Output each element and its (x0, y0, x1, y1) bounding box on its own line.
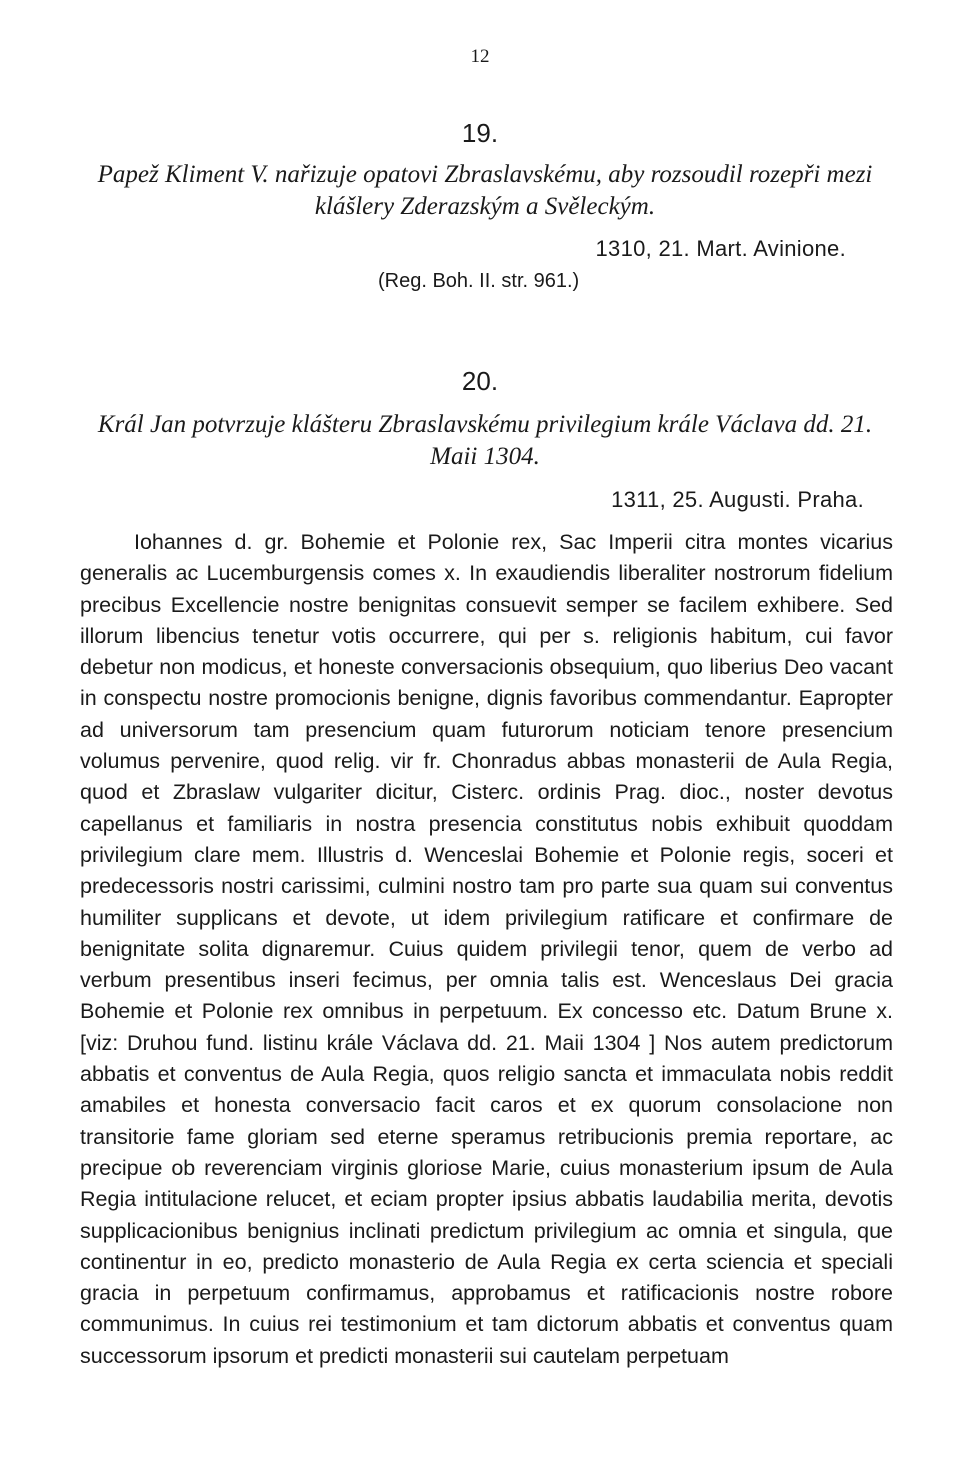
document-body-text (80, 527, 893, 1372)
body-paragraph: Iohannes d. gr. Bohemie et Polonie rex, Sac Imperii citra montes vicarius generalis ac Lucemburgensis comes x. In exaudiendis liberaliter nostrorum fidelium precibus Excellencie nostre benignitas consuevit semper se facilem exhibere. Sed illorum libencius tenetur votis occurrere, qui per s. religionis habitum, cui favor debetur non modicus, et honeste conversacionis obsequium, quo liberius Deo vacant in conspectu nostre promocionis benigne, dignis favoribus commendantur. Eapropter ad universorum tam presencium quam futurorum noticiam tenore presencium volumus pervenire, quod relig. vir fr. Chonradus abbas monasterii de Aula Regia, quod et Zbraslaw vulgariter dicitur, Cisterc. ordinis Prag. dioc., noster devotus capellanus et familiaris in nostra presencia constitutus nobis exhibuit quoddam privilegium clare mem. Illustris d. Wenceslai Bohemie et Polonie regis, soceri et predecessoris nostri carissimi, culmini nostro tam pro parte sua quam sui conventus humiliter supplicans et devote, ut idem privilegium ratificare et confirmare de benignitate solita dignaremur. Cuius quidem privilegii tenor, quem de verbo ad verbum presentibus inseri fecimus, per omnia talis est. Wenceslaus Dei gracia Bohemie et Polonie rex omnibus in perpetuum. Ex concesso etc. Datum Brune x. [viz: Druhou fund. listinu krále Václava dd. 21. Maii 1304 ] Nos autem predictorum abbatis et conventus de Aula Regia, quos religio sancta et immaculata nobis reddit amabiles et honesta conversacio facit caros et ex quorum consolacione non transitorie fame gloriam sed eterne speramus retribucionis premia reportare, ac precipue ob reverenciam virginis gloriose Marie, cuius monasterium ipsum de Aula Regia intitulacione relucet, et eciam propter ipsius abbatis laudabilia merita, devotis supplicacionibus benignius inclinati predictum privilegium ac omnia et singula, que continentur in eo, predicto monasterio de Aula Regia ex certa sciencia et speciali gracia in perpetuum confirmamus, approbamus et ratificacionis nostre robore communimus. In cuius rei testimonium et tam dictorum abbatis et conventus quam successorum ipsorum et predicti monasterii sui cautelam perpetuam (80, 530, 893, 1368)
document-regest: Papež Kliment V. nařizuje opatovi Zbraslavskému, aby rozsoudil rozepři mezi klášlery Zderazským a Svěleckým. (97, 161, 873, 220)
document-date: 1311, 25. Augusti. Praha. (611, 487, 864, 512)
document-source: (Reg. Boh. II. str. 961.) (378, 270, 580, 292)
document-number: 19. (461, 118, 499, 148)
document-number: 20. (461, 366, 499, 396)
document-date: 1310, 21. Mart. Avinione. (595, 236, 846, 261)
page-number: 12 (470, 46, 490, 67)
document-regest: Král Jan potvrzuje klášteru Zbraslavskému privilegium krále Václava dd. 21. Maii 1304. (97, 411, 873, 470)
